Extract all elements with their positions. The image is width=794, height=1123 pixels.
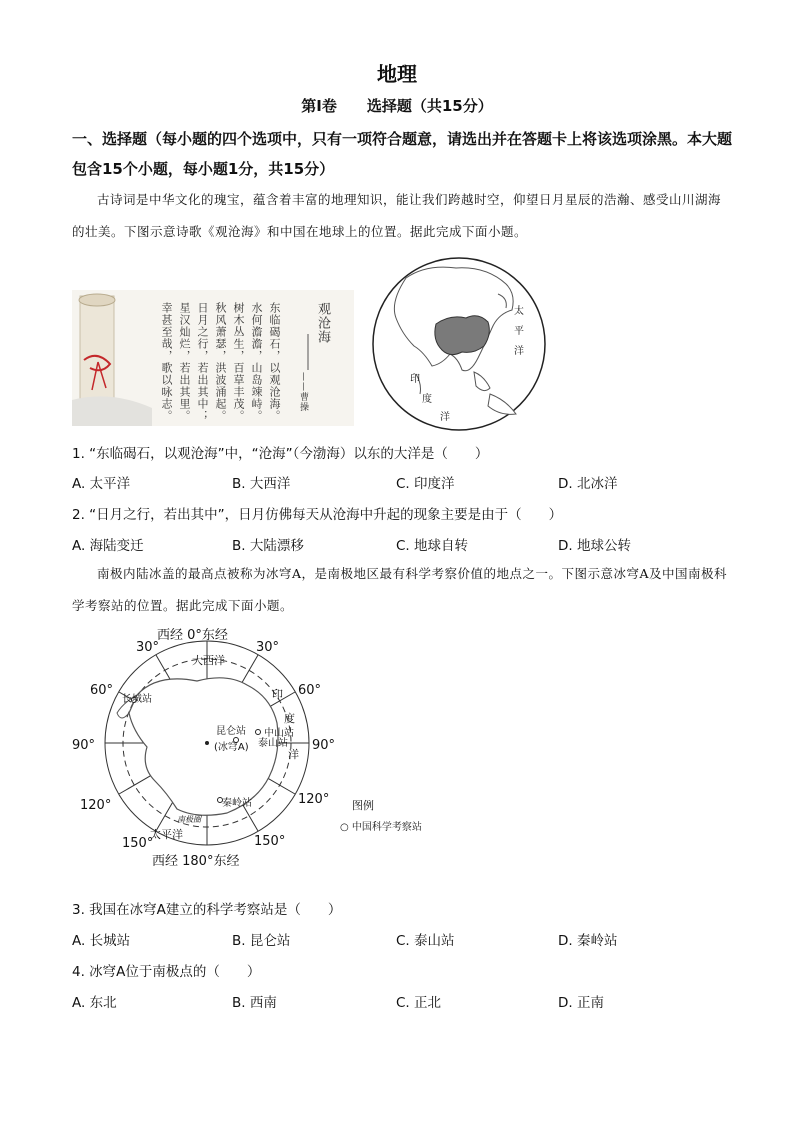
legend-station-icon: ○: [340, 822, 352, 833]
lon-90-west: 90°: [72, 738, 96, 753]
poem-line-5: 日月之行，若出其中；: [196, 302, 209, 422]
poem-line-6: 星汉灿烂，若出其里。: [178, 302, 191, 422]
q2-option-c[interactable]: C. 地球自转: [396, 538, 469, 554]
map-top-label: 西经 0°东经: [157, 628, 228, 643]
ocean-indian-2: 度: [284, 712, 295, 725]
station-changcheng: 长城站: [122, 694, 152, 705]
station-zhongshan: 中山站: [264, 728, 294, 739]
q1-option-c[interactable]: C. 印度洋: [396, 476, 455, 492]
globe-label-tai: 太: [514, 306, 524, 317]
antarctic-circle-label: 南极圈: [177, 815, 201, 824]
legend-item: [340, 818, 422, 833]
poem-line-1: 东临碣石，以观沧海。: [268, 302, 281, 422]
map-bottom-label: 西经 180°东经: [152, 854, 240, 869]
section-heading: 一、选择题（每小题的四个选项中，只有一项符合题意，请选出并在答题卡上将该选项涂黑。本大题包含15个小题，每小题1分，共15分）: [72, 130, 733, 178]
passage-2: 南极内陆冰盖的最高点被称为冰穹A，是南极地区最有科学考察价值的地点之一。下图示意冰穹A及中国南极科学考察站的位置。据此完成下面小题。: [72, 566, 728, 613]
lon-30-east: 30°: [256, 640, 280, 655]
poem-author: ——曹操: [298, 372, 308, 412]
q1-option-b[interactable]: B. 大西洋: [232, 476, 291, 492]
ocean-indian-3: 洋: [288, 748, 299, 761]
lon-90-east: 90°: [312, 738, 336, 753]
legend-title: 图例: [352, 799, 374, 812]
globe-label-ping: 平: [514, 326, 524, 337]
lon-150-west: 150°: [122, 836, 154, 851]
globe-label-yang2: 洋: [440, 412, 450, 423]
scroll-decoration: [72, 290, 354, 426]
q4-stem: 4. 冰穹A位于南极点的（ ）: [72, 964, 261, 980]
q4-option-c[interactable]: C. 正北: [396, 995, 442, 1011]
legend-station-label: 中国科学考察站: [351, 822, 422, 833]
q1-option-a[interactable]: A. 太平洋: [72, 476, 131, 492]
q4-option-b[interactable]: B. 西南: [232, 995, 277, 1011]
q2-option-b[interactable]: B. 大陆漂移: [232, 538, 304, 554]
station-taishan: 泰山站: [258, 738, 288, 749]
q1-option-d[interactable]: D. 北冰洋: [558, 476, 618, 492]
poem-line-4: 秋风萧瑟，洪波涌起。: [214, 302, 227, 422]
globe-label-yin: 印: [410, 374, 420, 385]
q3-option-d[interactable]: D. 秦岭站: [558, 933, 618, 949]
q3-option-a[interactable]: A. 长城站: [72, 933, 131, 949]
lon-120-west: 120°: [80, 798, 112, 813]
q2-stem: 2. “日月之行，若出其中”，日月仿佛每天从沧海中升起的现象主要是由于（ ）: [72, 507, 563, 523]
poem-scroll-image: [72, 290, 354, 426]
globe-label-yang1: 洋: [514, 346, 524, 357]
poem-line-2: 水何澹澹，山岛竦峙。: [250, 302, 263, 422]
q4-option-a[interactable]: A. 东北: [72, 995, 117, 1011]
q1-stem: 1. “东临碣石，以观沧海”中，“沧海”（今渤海）以东的大洋是（ ）: [72, 446, 489, 462]
lon-120-east: 120°: [298, 792, 330, 807]
station-qinling: 秦岭站: [222, 798, 252, 809]
poem-line-3: 树木丛生，百草丰茂。: [232, 302, 245, 422]
ocean-indian-1: 印: [272, 688, 283, 701]
poem-title: 观沧海: [315, 302, 330, 344]
part-subtitle: 第Ⅰ卷 选择题（共15分）: [301, 97, 493, 115]
station-kunlun: 昆仑站: [216, 726, 246, 737]
page-title: 地理: [377, 62, 417, 86]
globe-map: [366, 254, 552, 434]
lon-60-east: 60°: [298, 683, 322, 698]
lon-30-west: 30°: [136, 640, 160, 655]
station-dome-a: (冰穹A): [214, 742, 249, 753]
q2-option-a[interactable]: A. 海陆变迁: [72, 538, 144, 554]
q2-option-d[interactable]: D. 地球公转: [558, 538, 631, 554]
ocean-pacific: 太平洋: [150, 828, 183, 841]
passage-1: 古诗词是中华文化的瑰宝，蕴含着丰富的地理知识，能让我们跨越时空，仰望日月星辰的浩瀚、感受山川湖海的壮美。下图示意诗歌《观沧海》和中国在地球上的位置。据此完成下面小题。: [72, 192, 722, 239]
q3-option-b[interactable]: B. 昆仑站: [232, 933, 291, 949]
q3-option-c[interactable]: C. 泰山站: [396, 933, 455, 949]
lon-60-west: 60°: [90, 683, 114, 698]
ocean-atlantic: 大西洋: [192, 654, 225, 667]
q3-stem: 3. 我国在冰穹A建立的科学考察站是（ ）: [72, 902, 342, 918]
poem-line-7: 幸甚至哉，歌以咏志。: [160, 302, 173, 422]
lon-150-east: 150°: [254, 834, 286, 849]
q4-option-d[interactable]: D. 正南: [558, 995, 604, 1011]
globe-label-du: 度: [422, 394, 432, 405]
